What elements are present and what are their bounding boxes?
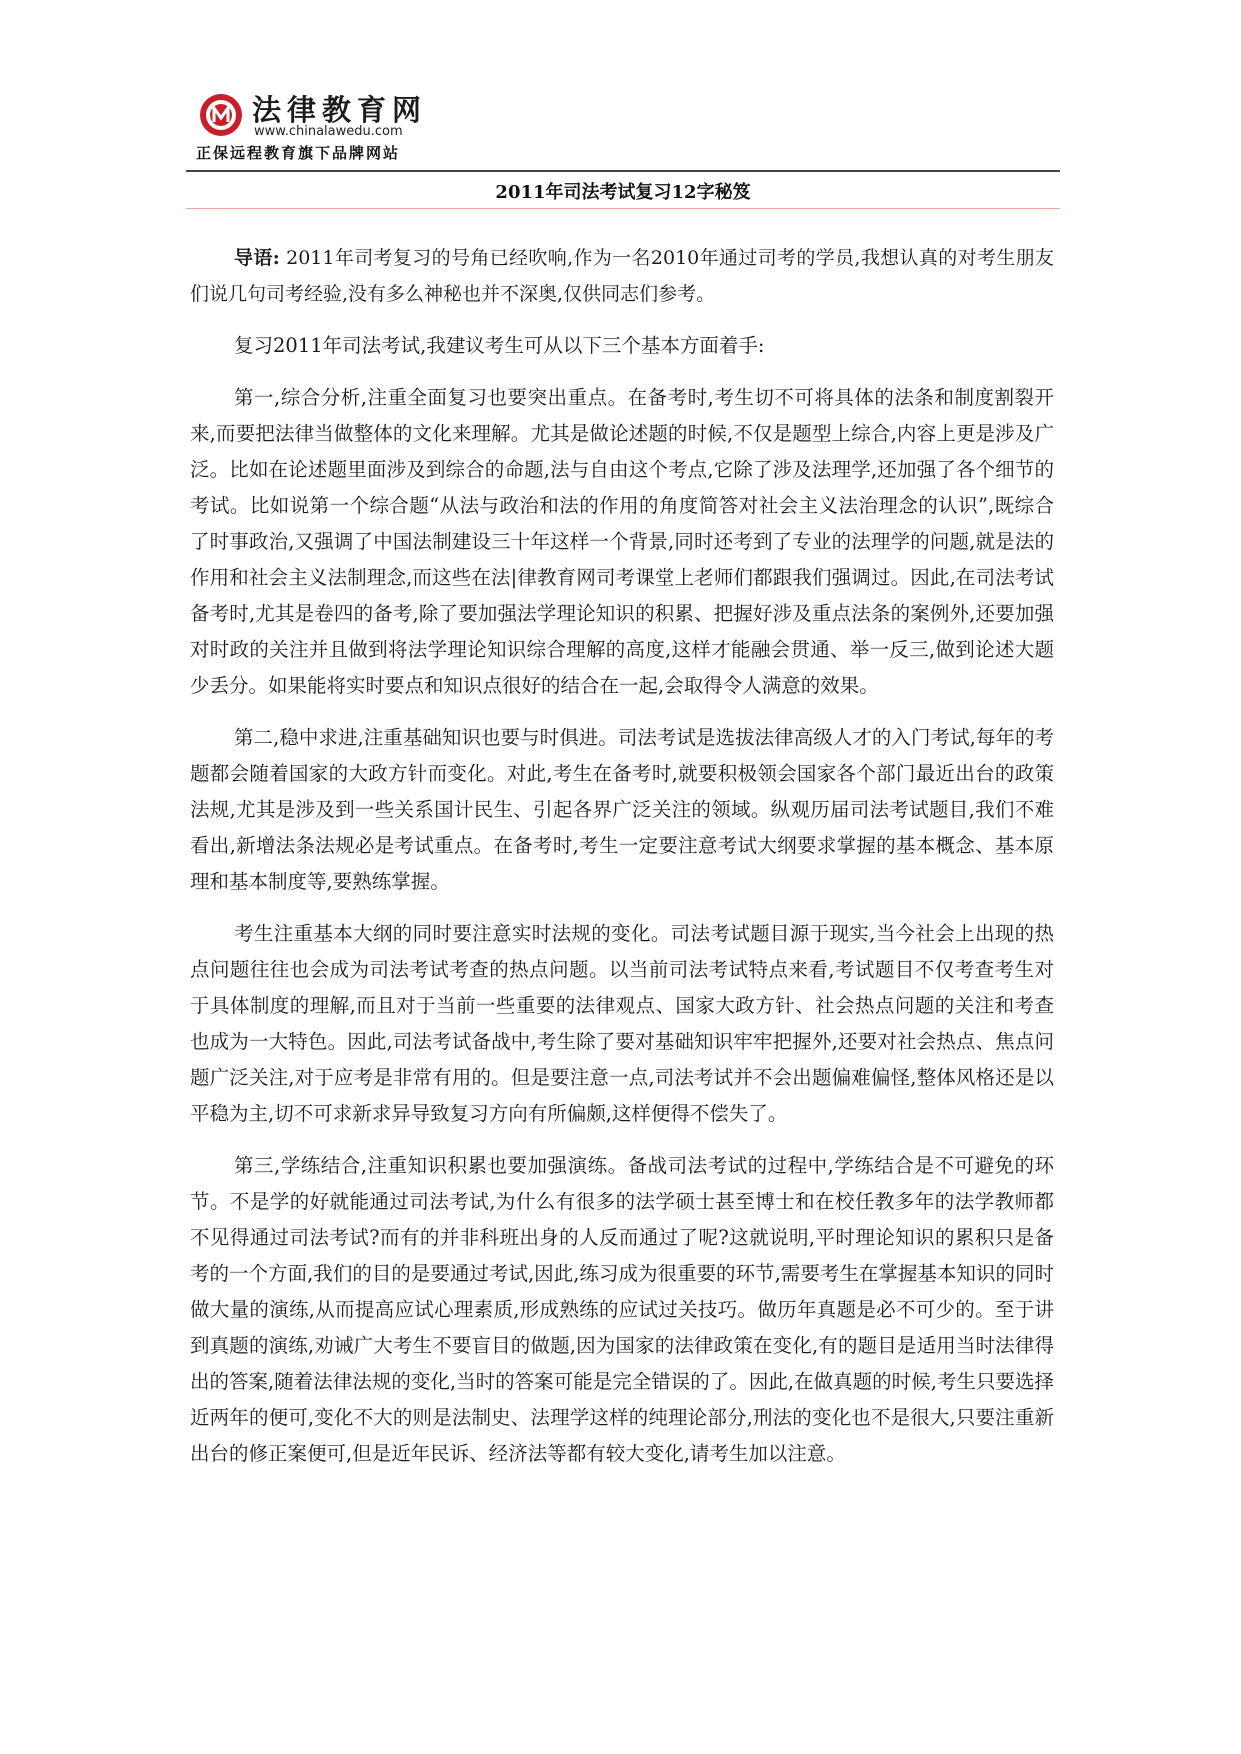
paragraph-3: 第二,稳中求进,注重基础知识也要与时俱进。司法考试是选拔法律高级人才的入门考试,每年的考题都会随着国家的大政方针而变化。对此,考生在备考时,就要积极领会国家各个部门最近出台的政策法规,尤其是涉及到一些关系国计民生、引起各界广泛关注的领域。纵观历届司法考试题目,我们不难看出,新增法条法规必是考试重点。在备考时,考生一定要注意考试大纲要求掌握的基本概念、基本原理和基本制度等,要熟练掌握。: [190, 726, 1054, 893]
title-divider: [186, 208, 1060, 209]
paragraph-1: 复习2011年司法考试,我建议考生可从以下三个基本方面着手:: [234, 334, 765, 357]
document-title: 2011年司法考试复习12字秘笈: [495, 182, 751, 203]
intro-lead: 导语:: [234, 247, 280, 269]
intro-paragraph: [190, 240, 1054, 312]
paragraph-4: 考生注重基本大纲的同时要注意实时法规的变化。司法考试题目源于现实,当今社会上出现的热点问题往往也会成为司法考试考查的热点问题。以当前司法考试特点来看,考试题目不仅考查考生对于具体制度的理解,而且对于当前一些重要的法律观点、国家大政方针、社会热点问题的关注和考查也成为一大特色。因此,司法考试备战中,考生除了要对基础知识牢牢把握外,还要对社会热点、焦点问题广泛关注,对于应考是非常有用的。但是要注意一点,司法考试并不会出题偏难偏怪,整体风格还是以平稳为主,切不可求新求异导致复习方向有所偏颇,这样便得不偿失了。: [190, 922, 1054, 1125]
intro-text: 2011年司考复习的号角已经吹响,作为一名2010年通过司考的学员,我想认真的对考生朋友们说几句司考经验,没有多么神秘也并不深奥,仅供同志们参考。: [190, 247, 1055, 305]
brand-slogan: 正保远程教育旗下品牌网站: [196, 144, 401, 162]
header-divider: [186, 170, 1060, 172]
law-education-logo-icon: [198, 92, 244, 138]
document-body: [190, 240, 1054, 1472]
paragraph-2: 第一,综合分析,注重全面复习也要突出重点。在备考时,考生切不可将具体的法条和制度割裂开来,而要把法律当做整体的文化来理解。尤其是做论述题的时候,不仅是题型上综合,内容上更是涉及广泛。比如在论述题里面涉及到综合的命题,法与自由这个考点,它除了涉及法理学,还加强了各个细节的考试。比如说第一个综合题“从法与政治和法的作用的角度简答对社会主义法治理念的认识”,既综合了时事政治,又强调了中国法制建设三十年这样一个背景,同时还考到了专业的法理学的问题,就是法的作用和社会主义法制理念,而这些在法|律教育网司考课堂上老师们都跟我们强调过。因此,在司法考试备考时,尤其是卷四的备考,除了要加强法学理论知识的积累、把握好涉及重点法条的案例外,还要加强对时政的关注并且做到将法学理论知识综合理解的高度,这样才能融会贯通、举一反三,做到论述大题少丢分。如果能将实时要点和知识点很好的结合在一起,会取得令人满意的效果。: [190, 386, 1054, 697]
site-header: [188, 82, 1058, 172]
brand-url[interactable]: www.chinalawedu.com: [254, 124, 403, 139]
brand-name: 法律教育网: [252, 93, 428, 127]
paragraph-5: 第三,学练结合,注重知识积累也要加强演练。备战司法考试的过程中,学练结合是不可避免的环节。不是学的好就能通过司法考试,为什么有很多的法学硕士甚至博士和在校任教多年的法学教师都不见得通过司法考试?而有的并非科班出身的人反而通过了呢?这就说明,平时理论知识的累积只是备考的一个方面,我们的目的是要通过考试,因此,练习成为很重要的环节,需要考生在掌握基本知识的同时做大量的演练,从而提高应试心理素质,形成熟练的应试过关技巧。做历年真题是必不可少的。至于讲到真题的演练,劝诫广大考生不要盲目的做题,因为国家的法律政策在变化,有的题目是适用当时法律得出的答案,随着法律法规的变化,当时的答案可能是完全错误的了。因此,在做真题的时候,考生只要选择近两年的便可,变化不大的则是法制史、法理学这样的纯理论部分,刑法的变化也不是很大,只要注重新出台的修正案便可,但是近年民诉、经济法等都有较大变化,请考生加以注意。: [190, 1154, 1054, 1465]
